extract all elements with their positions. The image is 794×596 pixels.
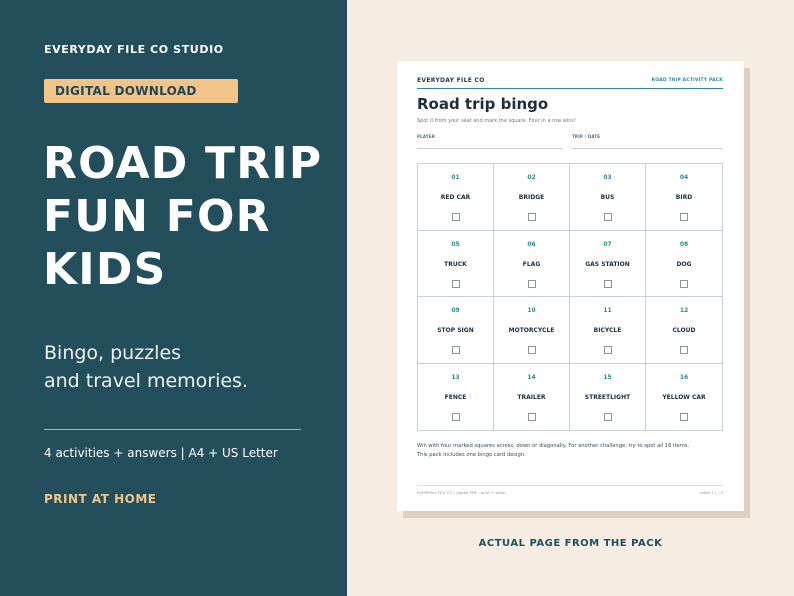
bingo-cell bbox=[646, 231, 722, 298]
cell-label: STREETLIGHT bbox=[584, 393, 631, 401]
headline-line-1: ROAD TRIP bbox=[43, 138, 323, 189]
cell-number: 11 bbox=[603, 307, 612, 314]
page-footer-rule bbox=[417, 485, 723, 486]
page-footnote bbox=[417, 442, 727, 460]
page-pack-name: ROAD TRIP ACTIVITY PACK bbox=[651, 78, 723, 83]
checkbox bbox=[680, 213, 688, 221]
cell-number: 14 bbox=[527, 373, 536, 381]
cell-number: 05 bbox=[451, 240, 460, 248]
cell-label: TRUCK bbox=[444, 260, 467, 268]
cell-number: 10 bbox=[527, 307, 536, 314]
bingo-cell bbox=[418, 164, 494, 231]
cell-label: FLAG bbox=[522, 260, 541, 268]
checkbox bbox=[604, 413, 612, 421]
cell-label: CLOUD bbox=[672, 327, 696, 334]
checkbox bbox=[680, 346, 688, 354]
subtitle-line-2: and travel memories. bbox=[44, 370, 248, 392]
cell-number: 08 bbox=[679, 240, 689, 248]
bingo-cell bbox=[494, 231, 570, 298]
bingo-cell bbox=[646, 364, 722, 431]
footnote-line-1: Win with four marked squares across, down or diagonally. For another challenge, try to spot all 16 items. bbox=[417, 443, 690, 449]
bingo-cell bbox=[570, 231, 646, 298]
page-header-rule bbox=[417, 88, 723, 89]
checkbox bbox=[528, 346, 536, 354]
cell-label: BICYCLE bbox=[593, 327, 622, 334]
cell-label: BIRD bbox=[675, 194, 693, 201]
page-footer-right: Letter | 1 / 5 bbox=[699, 490, 723, 495]
checkbox bbox=[528, 213, 536, 221]
bingo-cell bbox=[494, 364, 570, 431]
cell-label: BRIDGE bbox=[518, 194, 545, 201]
bingo-grid bbox=[417, 163, 723, 431]
bingo-cell bbox=[570, 364, 646, 431]
cell-number: 15 bbox=[603, 373, 612, 381]
headline bbox=[43, 137, 333, 296]
digital-download-badge: DIGITAL DOWNLOAD bbox=[44, 79, 238, 103]
cell-number: 12 bbox=[679, 307, 689, 314]
cell-number: 02 bbox=[527, 174, 536, 181]
cell-label: GAS STATION bbox=[585, 260, 630, 268]
bingo-cell bbox=[494, 297, 570, 364]
left-panel bbox=[0, 0, 347, 596]
bingo-cell bbox=[418, 297, 494, 364]
page-brand: EVERYDAY FILE CO bbox=[417, 77, 485, 84]
bingo-cell bbox=[418, 231, 494, 298]
checkbox bbox=[452, 280, 460, 288]
page-footer-left: EVERYDAY FILE CO / Digital PDF - print + write bbox=[417, 490, 505, 495]
cell-number: 06 bbox=[527, 240, 536, 248]
cell-number: 04 bbox=[679, 174, 689, 181]
footnote-line-2: This pack includes one bingo card design. bbox=[417, 452, 526, 458]
bingo-cell bbox=[570, 297, 646, 364]
headline-line-3: KIDS bbox=[43, 244, 167, 295]
checkbox bbox=[452, 213, 460, 221]
headline-line-2: FUN FOR bbox=[43, 191, 271, 242]
cell-label: BUS bbox=[600, 194, 615, 201]
cell-label: STOP SIGN bbox=[437, 327, 474, 334]
bingo-cell bbox=[646, 164, 722, 231]
checkbox bbox=[604, 280, 612, 288]
bingo-cell bbox=[570, 164, 646, 231]
subtitle bbox=[44, 339, 248, 395]
cell-label: MOTORCYCLE bbox=[508, 327, 555, 334]
bingo-cell bbox=[646, 297, 722, 364]
checkbox bbox=[452, 346, 460, 354]
checkbox bbox=[680, 413, 688, 421]
product-meta: 4 activities + answers | A4 + US Letter bbox=[44, 446, 278, 460]
cell-number: 13 bbox=[451, 373, 460, 381]
trip-date-label: TRIP / DATE bbox=[572, 134, 601, 139]
checkbox bbox=[604, 346, 612, 354]
cell-label: FENCE bbox=[444, 393, 467, 401]
page-instructions: Spot it from your seat and mark the square. Four in a row wins! bbox=[417, 118, 577, 124]
cell-label: DOG bbox=[676, 260, 692, 268]
cell-number: 16 bbox=[679, 373, 689, 381]
cell-label: YELLOW CAR bbox=[662, 393, 706, 401]
cell-label: TRAILER bbox=[517, 393, 546, 401]
bingo-cell bbox=[418, 364, 494, 431]
page-title: Road trip bingo bbox=[417, 95, 549, 113]
checkbox bbox=[452, 413, 460, 421]
subtitle-line-1: Bingo, puzzles bbox=[44, 342, 182, 364]
studio-name: EVERYDAY FILE CO STUDIO bbox=[44, 43, 224, 56]
checkbox bbox=[604, 213, 612, 221]
print-at-home-label: PRINT AT HOME bbox=[44, 492, 157, 506]
player-write-line bbox=[417, 148, 562, 149]
cell-label: RED CAR bbox=[440, 194, 471, 201]
cell-number: 09 bbox=[451, 307, 460, 314]
checkbox bbox=[528, 280, 536, 288]
preview-caption: ACTUAL PAGE FROM THE PACK bbox=[478, 538, 663, 549]
preview-page bbox=[397, 61, 744, 511]
divider bbox=[44, 429, 301, 430]
trip-write-line bbox=[572, 148, 723, 149]
cell-number: 07 bbox=[603, 240, 612, 248]
cell-number: 01 bbox=[451, 174, 460, 181]
checkbox bbox=[680, 280, 688, 288]
checkbox bbox=[528, 413, 536, 421]
cell-number: 03 bbox=[603, 174, 612, 181]
player-label: PLAYER bbox=[417, 134, 436, 139]
bingo-cell bbox=[494, 164, 570, 231]
